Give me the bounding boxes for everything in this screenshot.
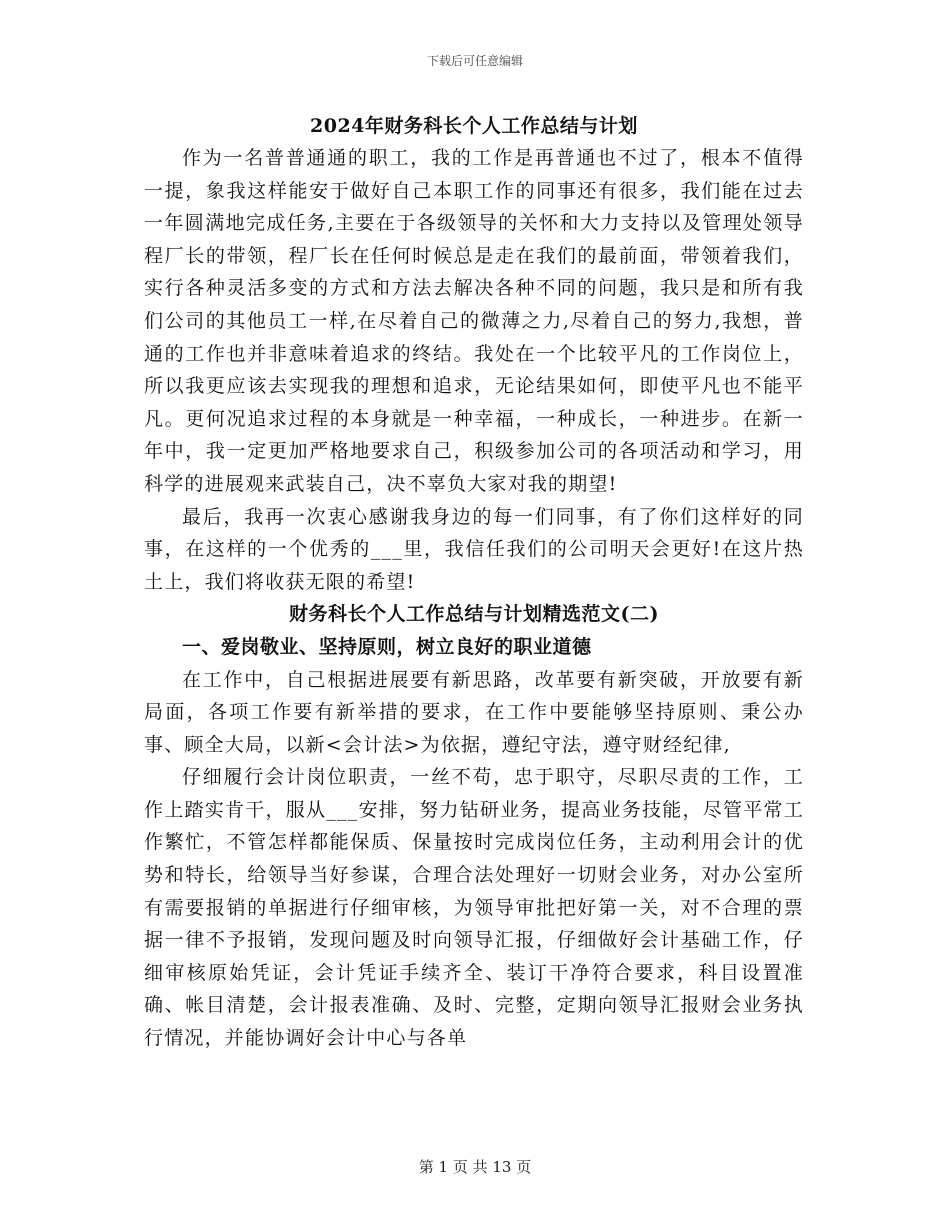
paragraph: 在工作中，自己根据进展要有新思路，改革要有新突破，开放要有新局面，各项工作要有新举措的要求，在工作中要能够坚持原则、秉公办事、顾全大局，以新<会计法>为依据，遵纪守法，遵守财经纪律, [144, 668, 804, 756]
document-title: 2024年财务科长个人工作总结与计划 [310, 115, 638, 137]
paragraph: 作为一名普普通通的职工，我的工作是再普通也不过了，根本不值得一提，象我这样能安于做好自己本职工作的同事还有很多，我们能在过去一年圆满地完成任务,主要在于各级领导的关怀和大力支持以及管理处领导程厂长的带领，程厂长在任何时候总是走在我们的最前面，带领着我们，实行各种灵活多变的方式和方法去解决各种不同的问题，我只是和所有我们公司的其他员工一样,在尽着自己的微薄之力,尽着自己的努力,我想，普通的工作也并非意味着追求的终结。我处在一个比较平凡的工作岗位上，所以我更应该去实现我的理想和追求，无论结果如何，即使平凡也不能平凡。更何况追求过程的本身就是一种幸福，一种成长，一种进步。在新一年中，我一定更加严格地要求自己，积级参加公司的各项活动和学习，用科学的进展观来武装自己，决不辜负大家对我的期望! [144, 147, 804, 495]
document-body [144, 110, 804, 1055]
section-heading: 一、爱岗敬业、坚持原则，树立良好的职业道德 [182, 635, 592, 658]
section-subtitle: 财务科长个人工作总结与计划精选范文(二) [289, 603, 659, 626]
paragraph: 最后，我再一次衷心感谢我身边的每一们同事，有了你们这样好的同事，在这样的一个优秀的___里，我信任我们的公司明天会更好!在这片热土上，我们将收获无限的希望! [144, 505, 804, 593]
header-note: 下载后可任意编辑 [426, 54, 523, 68]
paragraph: 仔细履行会计岗位职责，一丝不苟，忠于职守，尽职尽责的工作，工作上踏实肯干，服从___安排，努力钻研业务，提高业务技能，尽管平常工作繁忙，不管怎样都能保质、保量按时完成岗位任务，主动利用会计的优势和特长，给领导当好参谋，合理合法处理好一切财会业务，对办公室所有需要报销的单据进行仔细审核，为领导审批把好第一关，对不合理的票据一律不予报销，发现问题及时向领导汇报，仔细做好会计基础工作，仔细审核原始凭证，会计凭证手续齐全、装订干净符合要求，科目设置准确、帐目清楚，会计报表准确、及时、完整，定期向领导汇报财会业务执行情况，并能协调好会计中心与各单 [144, 766, 804, 1050]
page-number: 第 1 页 共 13 页 [418, 1158, 532, 1176]
